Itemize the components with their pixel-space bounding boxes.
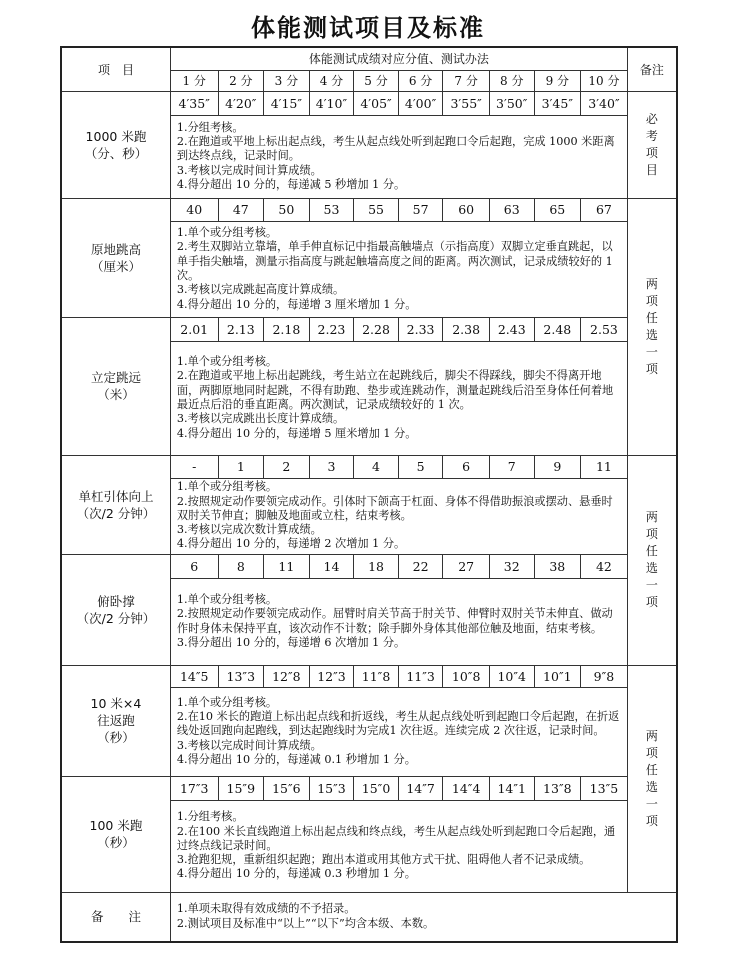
item-name-line: （厘米） [90, 258, 141, 274]
score-header-cell: 8 分 [489, 70, 534, 91]
value-cell: 14″4 [443, 776, 490, 800]
method-line: 1.单个或分组考核。 [176, 480, 278, 494]
item-name-line: 立定跳远 [90, 370, 141, 385]
value-row [61, 665, 677, 687]
note-cell [627, 198, 677, 455]
item-name [61, 665, 170, 776]
method-line: 1.单个或分组考核。 [176, 355, 278, 369]
score-header-cell: 9 分 [534, 70, 581, 91]
method-cell [170, 221, 627, 317]
method-line: 1.分组考核。 [176, 120, 244, 134]
score-header-cell: 4 分 [309, 70, 354, 91]
value-cell: 15″9 [218, 776, 264, 800]
value-cell: 27 [443, 554, 490, 578]
item-name-line: 往返跑 [97, 713, 135, 728]
value-cell: 38 [534, 554, 581, 578]
value-cell: 15″0 [354, 776, 399, 800]
value-cell: 3′50″ [489, 91, 534, 115]
score-header-cell: 1 分 [170, 70, 218, 91]
value-row [61, 455, 677, 478]
value-cell: 2.33 [398, 317, 443, 341]
value-cell: 53 [309, 198, 354, 221]
value-cell: 14″5 [170, 665, 218, 687]
standards-table [60, 46, 678, 943]
value-cell: 63 [489, 198, 534, 221]
method-cell [170, 800, 627, 892]
method-line: 2.在跑道或平地上标出起点线，考生从起点线处听到起跑口令后起跑，完成 1000 米距离到达终点线，记录时间。 [176, 135, 615, 163]
value-cell: 3′45″ [534, 91, 581, 115]
item-name [61, 776, 170, 892]
score-header-cell: 5 分 [354, 70, 399, 91]
footer-text [170, 892, 677, 942]
method-line: 2.在跑道或平地上标出起跳线，考生站立在起跳线后，脚尖不得踩线，脚尖不得离开地面，两脚原地同时起跳，不得有助跑、垫步或连跳动作，测量起跳线后沿至身体任何着地最近点后沿的垂直距离。两次测试，记录成绩较好的 1 次。 [176, 369, 614, 411]
item-name-line: 原地跳高 [90, 241, 141, 257]
note-cell [627, 665, 677, 892]
value-cell: 60 [443, 198, 490, 221]
item-name-line: （次/2 分钟） [76, 610, 156, 626]
value-cell: 9 [534, 455, 581, 478]
value-cell: 4′05″ [354, 91, 399, 115]
item-name-line: 单杠引体向上 [78, 488, 154, 504]
value-cell: 2.53 [581, 317, 628, 341]
value-cell: 2.38 [443, 317, 490, 341]
value-cell: 9″8 [581, 665, 628, 687]
item-name-line: （次/2 分钟） [76, 505, 156, 521]
item-name-line: （秒） [97, 730, 135, 745]
value-cell: 2.28 [354, 317, 399, 341]
value-cell: 11 [264, 554, 310, 578]
method-line: 3.考核以完成次数计算成绩。 [176, 523, 322, 537]
note-text: 两项任选一项 [645, 510, 658, 609]
method-line: 1.单个或分组考核。 [176, 695, 278, 709]
value-cell: 2.23 [309, 317, 354, 341]
value-cell: 12″8 [264, 665, 310, 687]
method-line: 4.得分超出 10 分的，每递增 3 厘米增加 1 分。 [176, 297, 417, 311]
header-row [61, 47, 677, 70]
method-line: 1.分组考核。 [176, 810, 244, 824]
score-header-cell: 10 分 [581, 70, 628, 91]
page-title: 体能测试项目及标准 [251, 14, 485, 42]
value-cell: - [170, 455, 218, 478]
value-cell: 4 [354, 455, 399, 478]
score-header-cell: 3 分 [264, 70, 310, 91]
method-line: 3.考核以完成跳出长度计算成绩。 [176, 412, 345, 426]
score-header-cell: 6 分 [398, 70, 443, 91]
value-cell: 42 [581, 554, 628, 578]
method-cell [170, 341, 627, 455]
value-cell: 14″7 [398, 776, 443, 800]
value-cell: 10″4 [489, 665, 534, 687]
value-cell: 2 [264, 455, 310, 478]
note-text: 两项任选一项 [645, 276, 658, 376]
value-cell: 3′55″ [443, 91, 490, 115]
value-cell: 50 [264, 198, 310, 221]
value-cell: 22 [398, 554, 443, 578]
item-name-line: 1000 米跑 [85, 128, 147, 144]
method-line: 2.按照规定动作要领完成动作。屈臂时肩关节高于肘关节、伸臂时双肘关节未伸直、做动作时身体未保持平直，该次动作不计数；除手脚外身体其他部位触及地面，结束考核。 [176, 607, 613, 635]
value-cell: 47 [218, 198, 264, 221]
value-row [61, 776, 677, 800]
item-name-line: （分、秒） [84, 145, 148, 161]
value-cell: 1 [218, 455, 264, 478]
value-row [61, 317, 677, 341]
value-cell: 10″8 [443, 665, 490, 687]
method-line: 3.考核以完成时间计算成绩。 [176, 163, 322, 177]
value-cell: 40 [170, 198, 218, 221]
method-line: 3.抢跑犯规，重新组织起跑；跑出本道或用其他方式干扰、阻碍他人者不记录成绩。 [176, 853, 591, 867]
value-row [61, 198, 677, 221]
value-cell: 5 [398, 455, 443, 478]
value-cell: 6 [170, 554, 218, 578]
value-cell: 4′00″ [398, 91, 443, 115]
value-cell: 55 [354, 198, 399, 221]
item-name [61, 198, 170, 317]
footer-label: 备 注 [61, 892, 170, 942]
value-cell: 57 [398, 198, 443, 221]
value-cell: 3 [309, 455, 354, 478]
value-cell: 15″3 [309, 776, 354, 800]
item-name-line: （米） [97, 387, 135, 402]
value-cell: 2.18 [264, 317, 310, 341]
method-line: 2.考生双脚站立靠墙，单手伸直标记中指最高触墙点（示指高度）双脚立定垂直跳起，以单手指尖触墙，测量示指高度与跳起触墙高度之间的距离。两次测试，记录成绩较好的 1 次。 [176, 240, 613, 282]
method-line: 4.得分超出 10 分的，每递增 2 次增加 1 分。 [176, 537, 406, 551]
note-cell [627, 455, 677, 665]
value-cell: 11″3 [398, 665, 443, 687]
value-cell: 10″1 [534, 665, 581, 687]
method-line: 2.按照规定动作要领完成动作。引体时下颌高于杠面、身体不得借助振浪或摆动、悬垂时双肘关节伸直；脚触及地面或立柱，结束考核。 [176, 494, 613, 522]
method-cell [170, 115, 627, 198]
value-cell: 2.48 [534, 317, 581, 341]
footer-line: 1.单项未取得有效成绩的不予招录。 [176, 902, 356, 916]
item-name-line: 10 米×4 [90, 696, 142, 711]
note-cell [627, 91, 677, 198]
value-cell: 14 [309, 554, 354, 578]
note-text: 两项任选一项 [645, 728, 658, 828]
value-cell: 4′35″ [170, 91, 218, 115]
item-name [61, 554, 170, 665]
value-cell: 14″1 [489, 776, 534, 800]
value-cell: 2.13 [218, 317, 264, 341]
value-cell: 11″8 [354, 665, 399, 687]
method-line: 3.考核以完成时间计算成绩。 [176, 738, 322, 752]
value-cell: 4′15″ [264, 91, 310, 115]
value-cell: 67 [581, 198, 628, 221]
value-row [61, 91, 677, 115]
note-text: 必考项目 [645, 111, 658, 177]
item-name-line: 100 米跑 [89, 818, 143, 833]
value-cell: 13″8 [534, 776, 581, 800]
scores-caption: 体能测试成绩对应分值、测试办法 [170, 47, 627, 70]
score-header-cell: 2 分 [218, 70, 264, 91]
value-cell: 6 [443, 455, 490, 478]
value-cell: 13″5 [581, 776, 628, 800]
method-line: 4.得分超出 10 分的，每递增 5 厘米增加 1 分。 [176, 426, 417, 440]
value-cell: 17″3 [170, 776, 218, 800]
method-line: 4.得分超出 10 分的，每递减 0.1 秒增加 1 分。 [176, 752, 416, 766]
value-cell: 3′40″ [581, 91, 628, 115]
value-cell: 8 [218, 554, 264, 578]
method-cell [170, 478, 627, 554]
value-row [61, 554, 677, 578]
value-cell: 4′10″ [309, 91, 354, 115]
value-cell: 2.43 [489, 317, 534, 341]
method-line: 2.在100 米长直线跑道上标出起点线和终点线，考生从起点线处听到起跑口令后起跑，通过终点线记录时间。 [176, 824, 616, 852]
value-cell: 18 [354, 554, 399, 578]
value-cell: 11 [581, 455, 628, 478]
value-cell: 7 [489, 455, 534, 478]
method-line: 3.得分超出 10 分的，每递增 6 次增加 1 分。 [176, 635, 406, 649]
method-line: 4.得分超出 10 分的，每递减 5 秒增加 1 分。 [176, 177, 406, 191]
value-cell: 32 [489, 554, 534, 578]
item-name-line: （秒） [97, 835, 135, 850]
item-name-line: 俯卧撑 [97, 593, 135, 609]
item-header: 项 目 [61, 47, 170, 91]
note-header: 备注 [627, 47, 677, 91]
method-cell [170, 687, 627, 776]
score-header-cell: 7 分 [443, 70, 490, 91]
value-cell: 12″3 [309, 665, 354, 687]
value-cell: 15″6 [264, 776, 310, 800]
method-line: 3.考核以完成跳起高度计算成绩。 [176, 283, 345, 297]
method-line: 4.得分超出 10 分的，每递减 0.3 秒增加 1 分。 [176, 867, 416, 881]
value-cell: 13″3 [218, 665, 264, 687]
item-name [61, 455, 170, 554]
value-cell: 2.01 [170, 317, 218, 341]
method-line: 1.单个或分组考核。 [176, 592, 278, 606]
footer-row [61, 892, 677, 942]
footer-line: 2.测试项目及标准中“以上”“以下”均含本级、本数。 [176, 916, 435, 930]
item-name [61, 91, 170, 198]
item-name [61, 317, 170, 455]
value-cell: 65 [534, 198, 581, 221]
value-cell: 4′20″ [218, 91, 264, 115]
method-cell [170, 578, 627, 665]
method-line: 1.单个或分组考核。 [176, 226, 278, 240]
method-line: 2.在10 米长的跑道上标出起点线和折返线，考生从起点线处听到起跑口令后起跑，在折返线处返回跑向起跑线，到达起跑线时为完成1 次往返。连续完成 2 次往返，记录时间。 [176, 710, 620, 738]
